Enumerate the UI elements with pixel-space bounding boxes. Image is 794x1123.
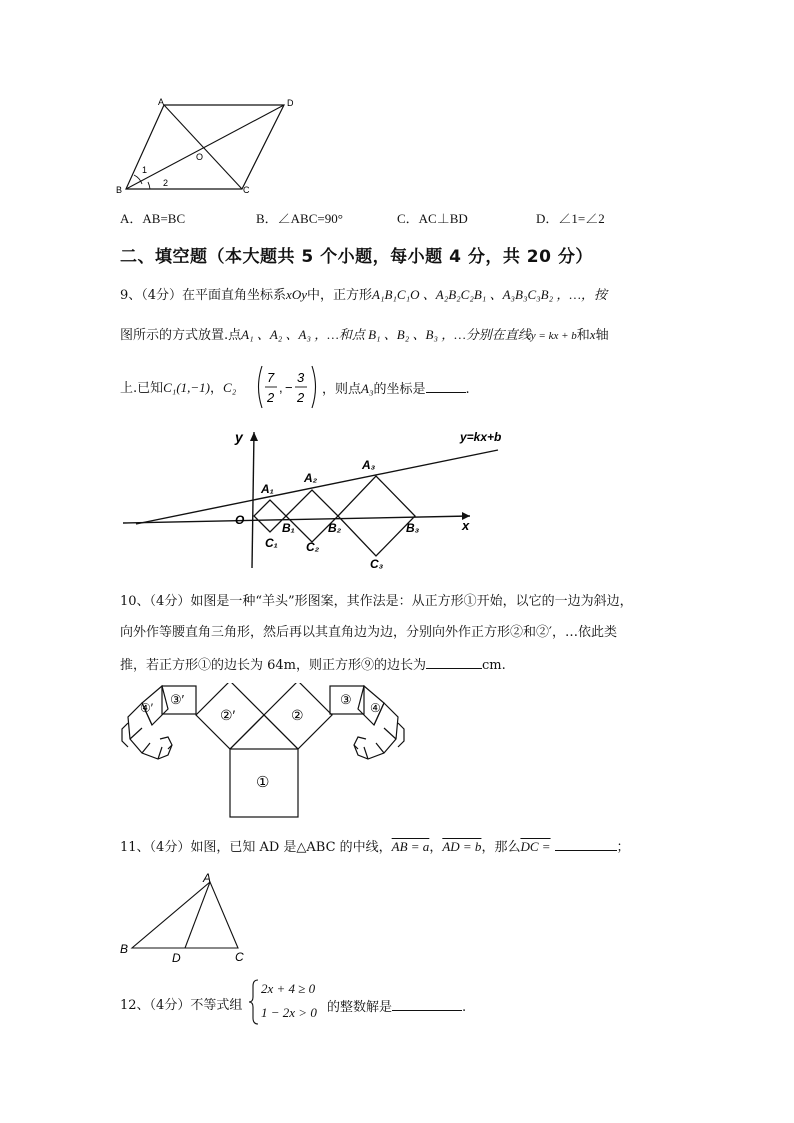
fig-label-b1: B₁ xyxy=(282,521,295,535)
label-s1: ① xyxy=(256,774,270,791)
q12-prefix: 12、（4分）不等式组 xyxy=(120,998,243,1013)
triangle-abc xyxy=(132,882,238,948)
q9-line-1 xyxy=(120,285,607,306)
q12-brace xyxy=(248,978,260,1026)
frac1-num: 7 xyxy=(267,370,275,385)
q10-line-3 xyxy=(120,654,506,676)
label-a: A xyxy=(158,97,165,107)
q12-inequality-1: 2x + 4 ≥ 0 xyxy=(261,981,316,996)
label-s4p: ④′ xyxy=(140,701,154,715)
frac1-den: 2 xyxy=(267,390,275,405)
q11-answer-blank[interactable] xyxy=(555,836,617,851)
frac2-sign: − xyxy=(285,380,293,395)
label-angle-2: 2 xyxy=(163,178,169,188)
q9-line-3 xyxy=(120,378,236,399)
q12-inequality-2: 1 − 2x > 0 xyxy=(261,1005,317,1020)
option-d: D．∠1=∠2 xyxy=(536,211,605,226)
q9-line-3-end xyxy=(322,378,470,400)
label-d: D xyxy=(287,98,294,108)
section-heading: 二、填空题（本大题共 5 个小题，每小题 4 分，共 20 分） xyxy=(120,247,593,267)
q11-vec-sep: ， xyxy=(429,840,443,855)
q8-parallelogram-figure xyxy=(112,96,302,200)
label-s3p: ③′ xyxy=(170,692,185,707)
label-angle-1: 1 xyxy=(142,165,148,175)
label-o: O xyxy=(196,152,204,162)
label-s2: ② xyxy=(291,707,304,723)
q9-line2-a: 图所示的方式放置.点 xyxy=(120,328,242,343)
frac2-den: 2 xyxy=(297,390,305,405)
svg-text:,: , xyxy=(279,380,283,395)
q9-c2: C₂ xyxy=(223,380,237,395)
tri-label-a: A xyxy=(203,871,212,885)
fig-label-x: x xyxy=(462,518,470,533)
q10-line-2: 向外作等腰直角三角形，然后再以其直角边为边，分别向外作正方形②和②′，…依此类 xyxy=(120,625,617,640)
q10-answer-blank[interactable] xyxy=(426,654,482,669)
fig-label-line: y=kx+b xyxy=(460,430,502,444)
q9-line-2 xyxy=(120,325,609,346)
q9-answer-blank[interactable] xyxy=(426,378,466,393)
q11-vec-ad: AD = b xyxy=(442,839,482,854)
fig-label-a3: A₃ xyxy=(362,458,376,472)
label-s4: ④ xyxy=(370,701,381,715)
q11-triangle-figure xyxy=(116,870,256,966)
q9-line1-a: 9、（4分）在平面直角坐标系 xyxy=(120,288,287,303)
q11-vec-ab: AB = a xyxy=(391,839,430,854)
q9-c1: C₁(1,−1) xyxy=(163,380,211,395)
q9-line3-c: 的坐标是 xyxy=(373,382,426,397)
diagonal-ac xyxy=(164,105,242,189)
fig-label-c2: C₂ xyxy=(306,540,320,554)
option-b: B．∠ABC=90° xyxy=(256,211,343,226)
fig-label-o: O xyxy=(235,513,245,527)
q9-points: A₁ 、A₂ 、A₃ ，…和点 B₁ 、B₂ 、B₃ ，…分别在直线 xyxy=(241,327,531,342)
q9-coordinate-figure xyxy=(118,420,518,572)
q12-suffix xyxy=(327,996,466,1018)
q9-c2-coordinate xyxy=(254,364,324,410)
fig-label-a2: A₂ xyxy=(304,471,318,485)
q11-text-b: ，那么 xyxy=(481,840,521,855)
q10-line3-b: cm. xyxy=(482,658,506,673)
frac2-num: 3 xyxy=(297,370,305,385)
q12-answer-blank[interactable] xyxy=(392,996,462,1011)
label-b: B xyxy=(116,185,123,195)
q9-line2-c: 轴 xyxy=(595,328,609,343)
angle-arc-2 xyxy=(148,182,150,189)
q9-line3-b: ，则点 xyxy=(322,382,362,397)
q11-text-a: 11、（4分）如图，已知 AD 是△ABC 的中线， xyxy=(120,840,392,855)
q9-squares: A₁B₁C₁O 、A₂B₂C₂B₁ 、A₃B₃C₃B₂ ，…，按 xyxy=(372,287,607,302)
label-c: C xyxy=(243,185,250,195)
line-kx-b xyxy=(136,450,498,524)
q9-line1-b: 中，正方形 xyxy=(306,288,372,303)
tri-label-b: B xyxy=(120,942,129,956)
tri-label-c: C xyxy=(235,950,244,964)
q9-line2-b: 和 xyxy=(576,328,590,343)
fig-label-b3: B₃ xyxy=(406,521,420,535)
q10-goat-head-figure xyxy=(114,683,414,819)
option-a: A．AB=BC xyxy=(120,211,186,226)
tri-label-d: D xyxy=(172,951,181,965)
fig-label-c3: C₃ xyxy=(370,557,384,571)
fig-label-c1: C₁ xyxy=(265,536,278,550)
q12-text-b: 的整数解是 xyxy=(327,1000,393,1015)
q11-text-end: ； xyxy=(616,840,630,855)
fig-label-y: y xyxy=(235,429,243,445)
q9-line3-sep: ， xyxy=(210,381,224,396)
label-s3: ③ xyxy=(340,692,352,707)
diagonal-bd xyxy=(126,105,284,189)
q9-xoy: xOy xyxy=(286,287,307,302)
q9-a3: A₃ xyxy=(361,381,374,396)
label-s2p: ②′ xyxy=(220,707,236,723)
fig-label-b2: B₂ xyxy=(328,521,342,535)
q11-vec-dc: DC = xyxy=(520,839,551,854)
q12-text-end: . xyxy=(462,1000,467,1015)
q10-line3-a: 推，若正方形①的边长为 64m，则正方形⑨的边长为 xyxy=(120,658,427,673)
square-3 xyxy=(338,476,415,556)
q9-equation: y = kx + b xyxy=(530,330,577,342)
fig-label-a1: A₁ xyxy=(261,482,274,496)
q11-line xyxy=(120,836,630,858)
q9-line3-a: 上.已知 xyxy=(120,381,164,396)
q9-line3-end: . xyxy=(465,382,470,397)
q9-x: x xyxy=(589,327,596,342)
option-c: C．AC⊥BD xyxy=(397,211,468,226)
q10-line-1: 10、（4分）如图是一种“羊头”形图案，其作法是：从正方形①开始，以它的一边为斜边， xyxy=(120,594,633,609)
